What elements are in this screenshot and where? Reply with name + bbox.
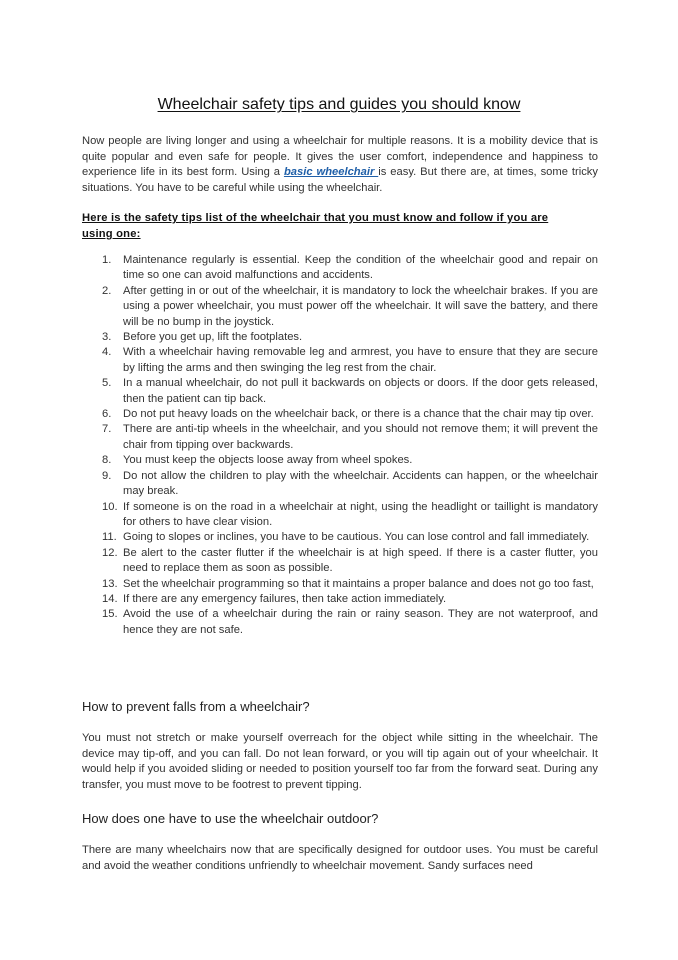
tip-text: Do not allow the children to play with the wheelchair. Accidents can happen, or the wheelchair may break. — [123, 469, 598, 498]
tip-number: 12. — [102, 546, 118, 559]
tip-text: Do not put heavy loads on the wheelchair back, or there is a chance that the chair may tip over. — [123, 408, 594, 421]
tip-item — [82, 407, 598, 422]
tip-item — [82, 469, 598, 500]
tip-text: Going to slopes or inclines, you have to be cautious. You can lose control and fall immediately. — [123, 531, 590, 544]
tip-text: After getting in or out of the wheelchair, it is mandatory to lock the wheelchair brakes. If you are using a power wheelchair, you must power off the wheelchair. It will save the battery, and there will be no bump in the joystick. — [123, 284, 598, 328]
tip-number: 13. — [102, 577, 118, 590]
tip-number: 14. — [102, 592, 118, 605]
tip-item — [82, 607, 598, 638]
falls-section-heading: How to prevent falls from a wheelchair? — [82, 699, 310, 714]
intro-paragraph — [82, 134, 598, 196]
falls-section-paragraph: You must not stretch or make yourself overreach for the object while sitting in the wheelchair. The device may tip-off, and you can fall. Do not lean forward, or you will tip again out of your wheelchair. It would help if you avoided sliding or needed to position yourself too far from the forward seat. During any transfer, you must move to be footrest to prevent tipping. — [82, 732, 598, 791]
tip-item — [82, 422, 598, 453]
tip-text: With a wheelchair having removable leg and armrest, you have to ensure that they are secure by lifting the arms and then swinging the leg rest from the chair. — [123, 346, 598, 374]
tip-item — [82, 345, 598, 376]
tip-item — [82, 330, 598, 345]
tip-text: There are anti-tip wheels in the wheelchair, and you should not remove them; it will prevent the chair from tipping over backwards. — [123, 423, 598, 451]
tip-item — [82, 592, 598, 607]
tip-number: 11. — [102, 531, 117, 544]
tip-item — [82, 453, 598, 468]
tip-number: 7. — [102, 423, 112, 436]
basic-wheelchair-link[interactable]: basic wheelchair — [283, 166, 379, 179]
tip-text: Before you get up, lift the footplates. — [123, 331, 303, 344]
tip-number: 1. — [102, 254, 112, 266]
tip-text: If someone is on the road in a wheelchair at night, using the headlight or taillight is mandatory for others to have clear vision. — [123, 500, 598, 528]
tip-number: 9. — [102, 469, 112, 482]
page-title: Wheelchair safety tips and guides you should know — [157, 96, 521, 113]
safety-tips-subheading: Here is the safety tips list of the wheelchair that you must know and follow if you are using one: — [82, 212, 549, 240]
tip-number: 15. — [102, 608, 118, 621]
tip-text: If there are any emergency failures, then take action immediately. — [123, 592, 447, 605]
tip-text: Avoid the use of a wheelchair during the rain or rainy season. They are not waterproof, and hence they are not safe. — [123, 608, 598, 636]
intro-text-before-link: Now people are living longer and using a wheelchair for multiple reasons. It is a mobility device that is quite popular and even safe for people. It gives the user comfort, independence and happiness to experience life in its best form. Using a — [82, 135, 598, 179]
intro-text-after-link: is easy. But there are, at times, some tricky situations. You have to be careful while using the wheelchair. — [82, 166, 598, 194]
tip-number: 10. — [102, 500, 118, 513]
tip-item — [82, 253, 598, 284]
outdoor-section-heading: How does one have to use the wheelchair outdoor? — [82, 811, 379, 826]
tip-number: 8. — [102, 454, 112, 467]
tip-item — [82, 577, 598, 592]
outdoor-section-paragraph: There are many wheelchairs now that are specifically designed for outdoor uses. You must be careful and avoid the weather conditions unfriendly to wheelchair movement. Sandy surfaces need — [82, 844, 598, 872]
tip-text: Maintenance regularly is essential. Keep the condition of the wheelchair good and repair on time so one can avoid malfunctions and accidents. — [123, 254, 598, 282]
tip-item — [82, 376, 598, 407]
tip-text: In a manual wheelchair, do not pull it backwards on objects or doors. If the door gets released, then the patient can tip back. — [123, 377, 598, 405]
tip-item — [82, 284, 598, 330]
tip-number: 5. — [102, 377, 112, 390]
tip-item — [82, 546, 598, 577]
safety-tips-list — [82, 253, 598, 638]
tip-item — [82, 530, 598, 545]
tip-number: 4. — [102, 346, 112, 359]
tip-text: Set the wheelchair programming so that it maintains a proper balance and does not go too fast, — [123, 577, 594, 590]
tip-number: 3. — [102, 331, 112, 344]
tip-number: 2. — [102, 284, 112, 297]
tip-number: 6. — [102, 408, 112, 421]
tip-item — [82, 500, 598, 531]
tip-text: You must keep the objects loose away from wheel spokes. — [123, 454, 413, 467]
tip-text: Be alert to the caster flutter if the wheelchair is at high speed. If there is a caster flutter, you need to replace them as soon as possible. — [123, 546, 598, 575]
